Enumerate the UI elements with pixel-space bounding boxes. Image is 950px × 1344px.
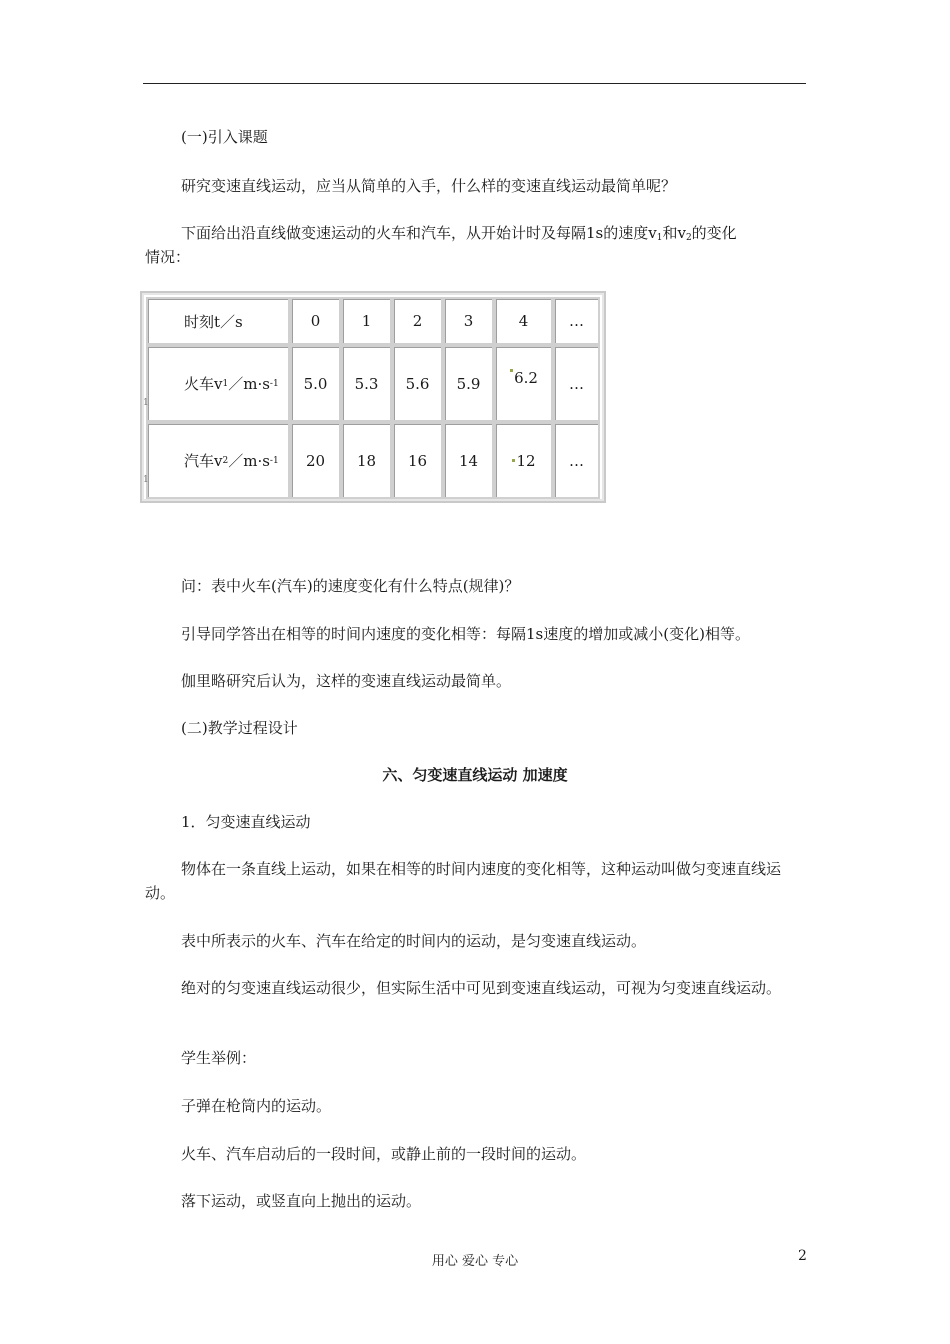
intro-question: 研究变速直线运动，应当从简单的入手，什么样的变速直线运动最简单呢？	[181, 177, 677, 195]
table-row1-value: 5.6	[392, 345, 443, 422]
table-row1-value: 5.0	[290, 345, 341, 422]
table-row2-value: 16	[392, 422, 443, 499]
table-time-2: 2	[392, 297, 443, 345]
table-time-4: 4	[494, 297, 553, 345]
table-side-mark: 1	[143, 475, 149, 485]
intro-data-text-a: 下面给出沿直线做变速运动的火车和汽车，从开始计时及每隔1s的速度v	[181, 224, 657, 242]
marker-dot-icon	[512, 459, 515, 462]
question-text: 问：表中火车(汽车)的速度变化有什么特点(规律)？	[181, 577, 520, 595]
table-row2-value: 14	[443, 422, 494, 499]
page-footer: 用心 爱心 专心	[431, 1254, 519, 1269]
row1-label-sub: 1	[222, 378, 229, 389]
table-row2-value: 20	[290, 422, 341, 499]
examples-label: 学生举例：	[181, 1049, 257, 1067]
row1-label-text: 火车v	[184, 375, 223, 393]
table-row1-value-4	[494, 345, 553, 422]
table-row1-value: 5.3	[341, 345, 392, 422]
row2-label-sup: -1	[269, 455, 279, 466]
definition-text: 物体在一条直线上运动，如果在相等的时间内速度的变化相等，这种运动叫做匀变速直线运动。	[145, 860, 782, 902]
row1-label-unit: ／m·s	[228, 375, 270, 393]
page-number: 2	[798, 1248, 807, 1264]
table-side-mark: 1	[143, 398, 149, 408]
table-note-text: 表中所表示的火车、汽车在给定的时间内的运动，是匀变速直线运动。	[181, 932, 647, 950]
table-row2-label	[146, 422, 290, 499]
row1-label-sup: -1	[269, 378, 279, 389]
row2-label-text: 汽车v	[184, 452, 223, 470]
table-header-label: 时刻t／s	[146, 297, 290, 345]
subscript-2: 2	[685, 233, 692, 243]
table-row2-value: 18	[341, 422, 392, 499]
row2-label-unit: ／m·s	[228, 452, 270, 470]
header-rule	[143, 83, 806, 84]
row1-value-4-text: 6.2	[514, 369, 538, 387]
example-item: 落下运动，或竖直向上抛出的运动。	[181, 1192, 422, 1210]
table-row1-value: 5.9	[443, 345, 494, 422]
intro-data-text-c: 的变化	[691, 224, 737, 242]
intro-data-line1	[181, 221, 737, 250]
table-time-ellipsis: …	[553, 297, 600, 345]
absolute-note-text: 绝对的匀变速直线运动很少，但实际生活中可见到变速直线运动，可视为匀变速直线运动。	[181, 979, 782, 997]
velocity-table	[140, 291, 606, 503]
chapter-title: 六、匀变速直线运动 加速度	[382, 766, 568, 784]
table-row2-value-4	[494, 422, 553, 499]
table-time-1: 1	[341, 297, 392, 345]
example-item: 火车、汽车启动后的一段时间，或静止前的一段时间的运动。	[181, 1145, 587, 1163]
intro-data-line2: 情况：	[145, 248, 191, 266]
example-item: 子弹在枪筒内的运动。	[181, 1097, 332, 1115]
guide-text: 引导同学答出在相等的时间内速度的变化相等：每隔1s速度的增加或减小(变化)相等。	[181, 625, 750, 643]
item1-title: 1．匀变速直线运动	[181, 813, 311, 831]
table-time-3: 3	[443, 297, 494, 345]
subscript-1: 1	[656, 233, 663, 243]
intro-data-text-b: 和v	[662, 224, 686, 242]
table-row2-ellipsis: …	[553, 422, 600, 499]
table-time-0: 0	[290, 297, 341, 345]
table-row1-ellipsis: …	[553, 345, 600, 422]
section1-title: (一)引入课题	[181, 128, 268, 146]
table-row1-label	[146, 345, 290, 422]
marker-dot-icon	[510, 369, 513, 372]
row2-label-sub: 2	[222, 455, 229, 466]
section2-title: (二)教学过程设计	[181, 719, 298, 737]
galileo-text: 伽里略研究后认为，这样的变速直线运动最简单。	[181, 672, 512, 690]
row2-value-4-text: 12	[516, 451, 536, 470]
